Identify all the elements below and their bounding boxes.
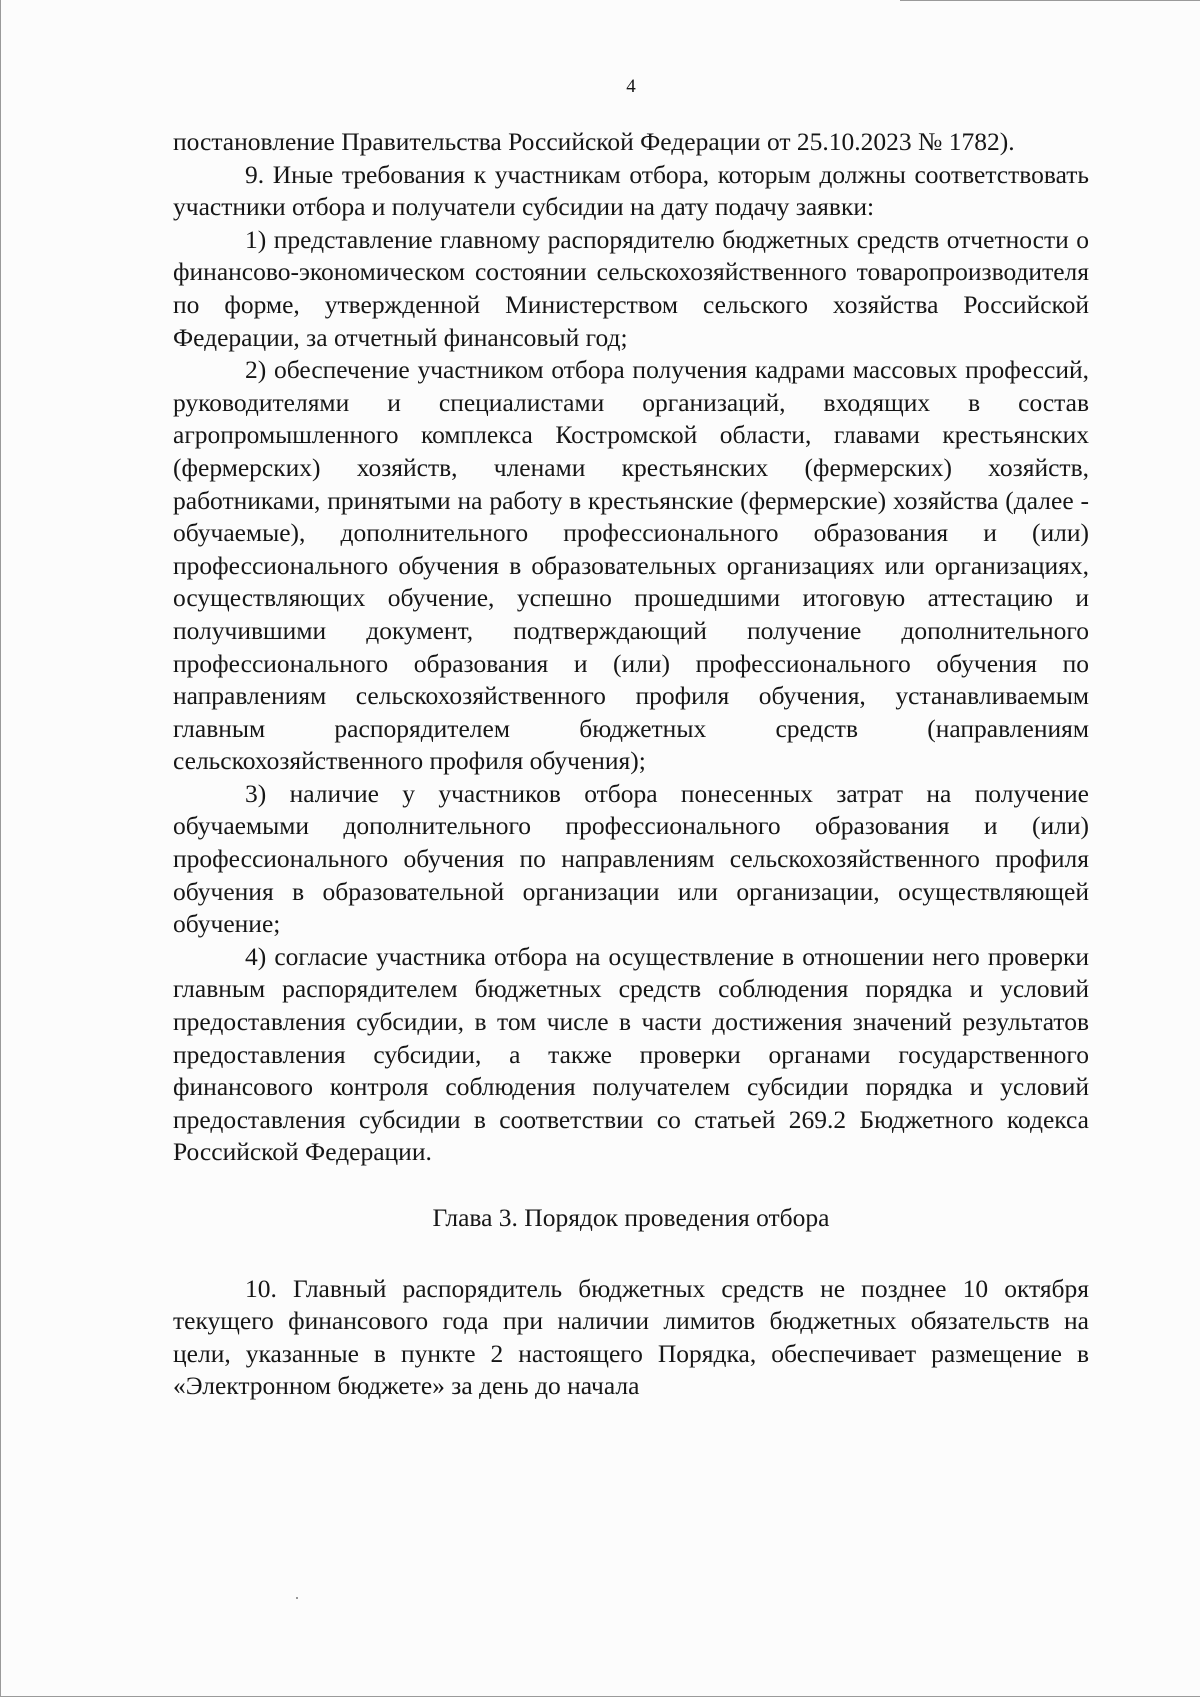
chapter-heading: Глава 3. Порядок проведения отбора [432,1203,830,1232]
paragraph-subitem-4: 4) согласие участника отбора на осуществление в отношении него проверки главным распорядителем бюджетных средств соблюдения порядка и условий предоставления субсидии, в том числе в части достижения значений результатов предоставления субсидии, а также проверки органами государственного финансового контроля соблюдения получателем субсидии порядка и условий предоставления субсидии в соответствии со статьей 269.2 Бюджетного кодекса Российской Федерации. [173,941,1089,1167]
page-number: 4 [626,76,636,97]
paragraph-continuation: постановление Правительства Российской Федерации от 25.10.2023 № 1782). [173,127,1015,156]
paragraph-item-9: 9. Иные требования к участникам отбора, которым должны соответствовать участники отбора и получатели субсидии на дату подачу заявки: [173,159,1089,222]
paragraph-subitem-2: 2) обеспечение участником отбора получения кадрами массовых профессий, руководителями и специалистами организаций, входящих в состав агропромышленного комплекса Костромской области, главами крестьянских (фермерских) хозяйств, членами крестьянских (фермерских) хозяйств, работниками, принятыми на работу в крестьянские (фермерские) хозяйства (далее - обучаемые), дополнительного профессионального образования и (или) профессионального обучения в образовательных организациях или организациях, осуществляющих обучение, успешно прошедшими итоговую аттестацию и получившими документ, подтверждающий получение дополнительного профессионального образования и (или) профессионального обучения по направлениям сельскохозяйственного профиля обучения, устанавливаемым главным распорядителем бюджетных средств (направлениям сельскохозяйственного профиля обучения); [173,355,1089,776]
paragraph-item-10: 10. Главный распорядитель бюджетных средств не позднее 10 октября текущего финансового года при наличии лимитов бюджетных обязательств на цели, указанные в пункте 2 настоящего Порядка, обеспечивает размещение в «Электронном бюджете» за день до начала [173,1273,1089,1401]
paragraph-subitem-1: 1) представление главному распорядителю бюджетных средств отчетности о финансово-экономическом состоянии сельскохозяйственного товаропроизводителя по форме, утвержденной Министерством сельского хозяйства Российской Федерации, за отчетный финансовый год; [173,224,1089,352]
scan-speck [296,1597,298,1599]
page-edge-mark [900,0,1200,1]
paragraph-subitem-3: 3) наличие у участников отбора понесенных затрат на получение обучаемыми дополнительного профессионального образования и (или) профессионального обучения по направлениям сельскохозяйственного профиля обучения в образовательной организации или организации, осуществляющей обучение; [173,778,1089,939]
document-body [173,126,1089,1403]
